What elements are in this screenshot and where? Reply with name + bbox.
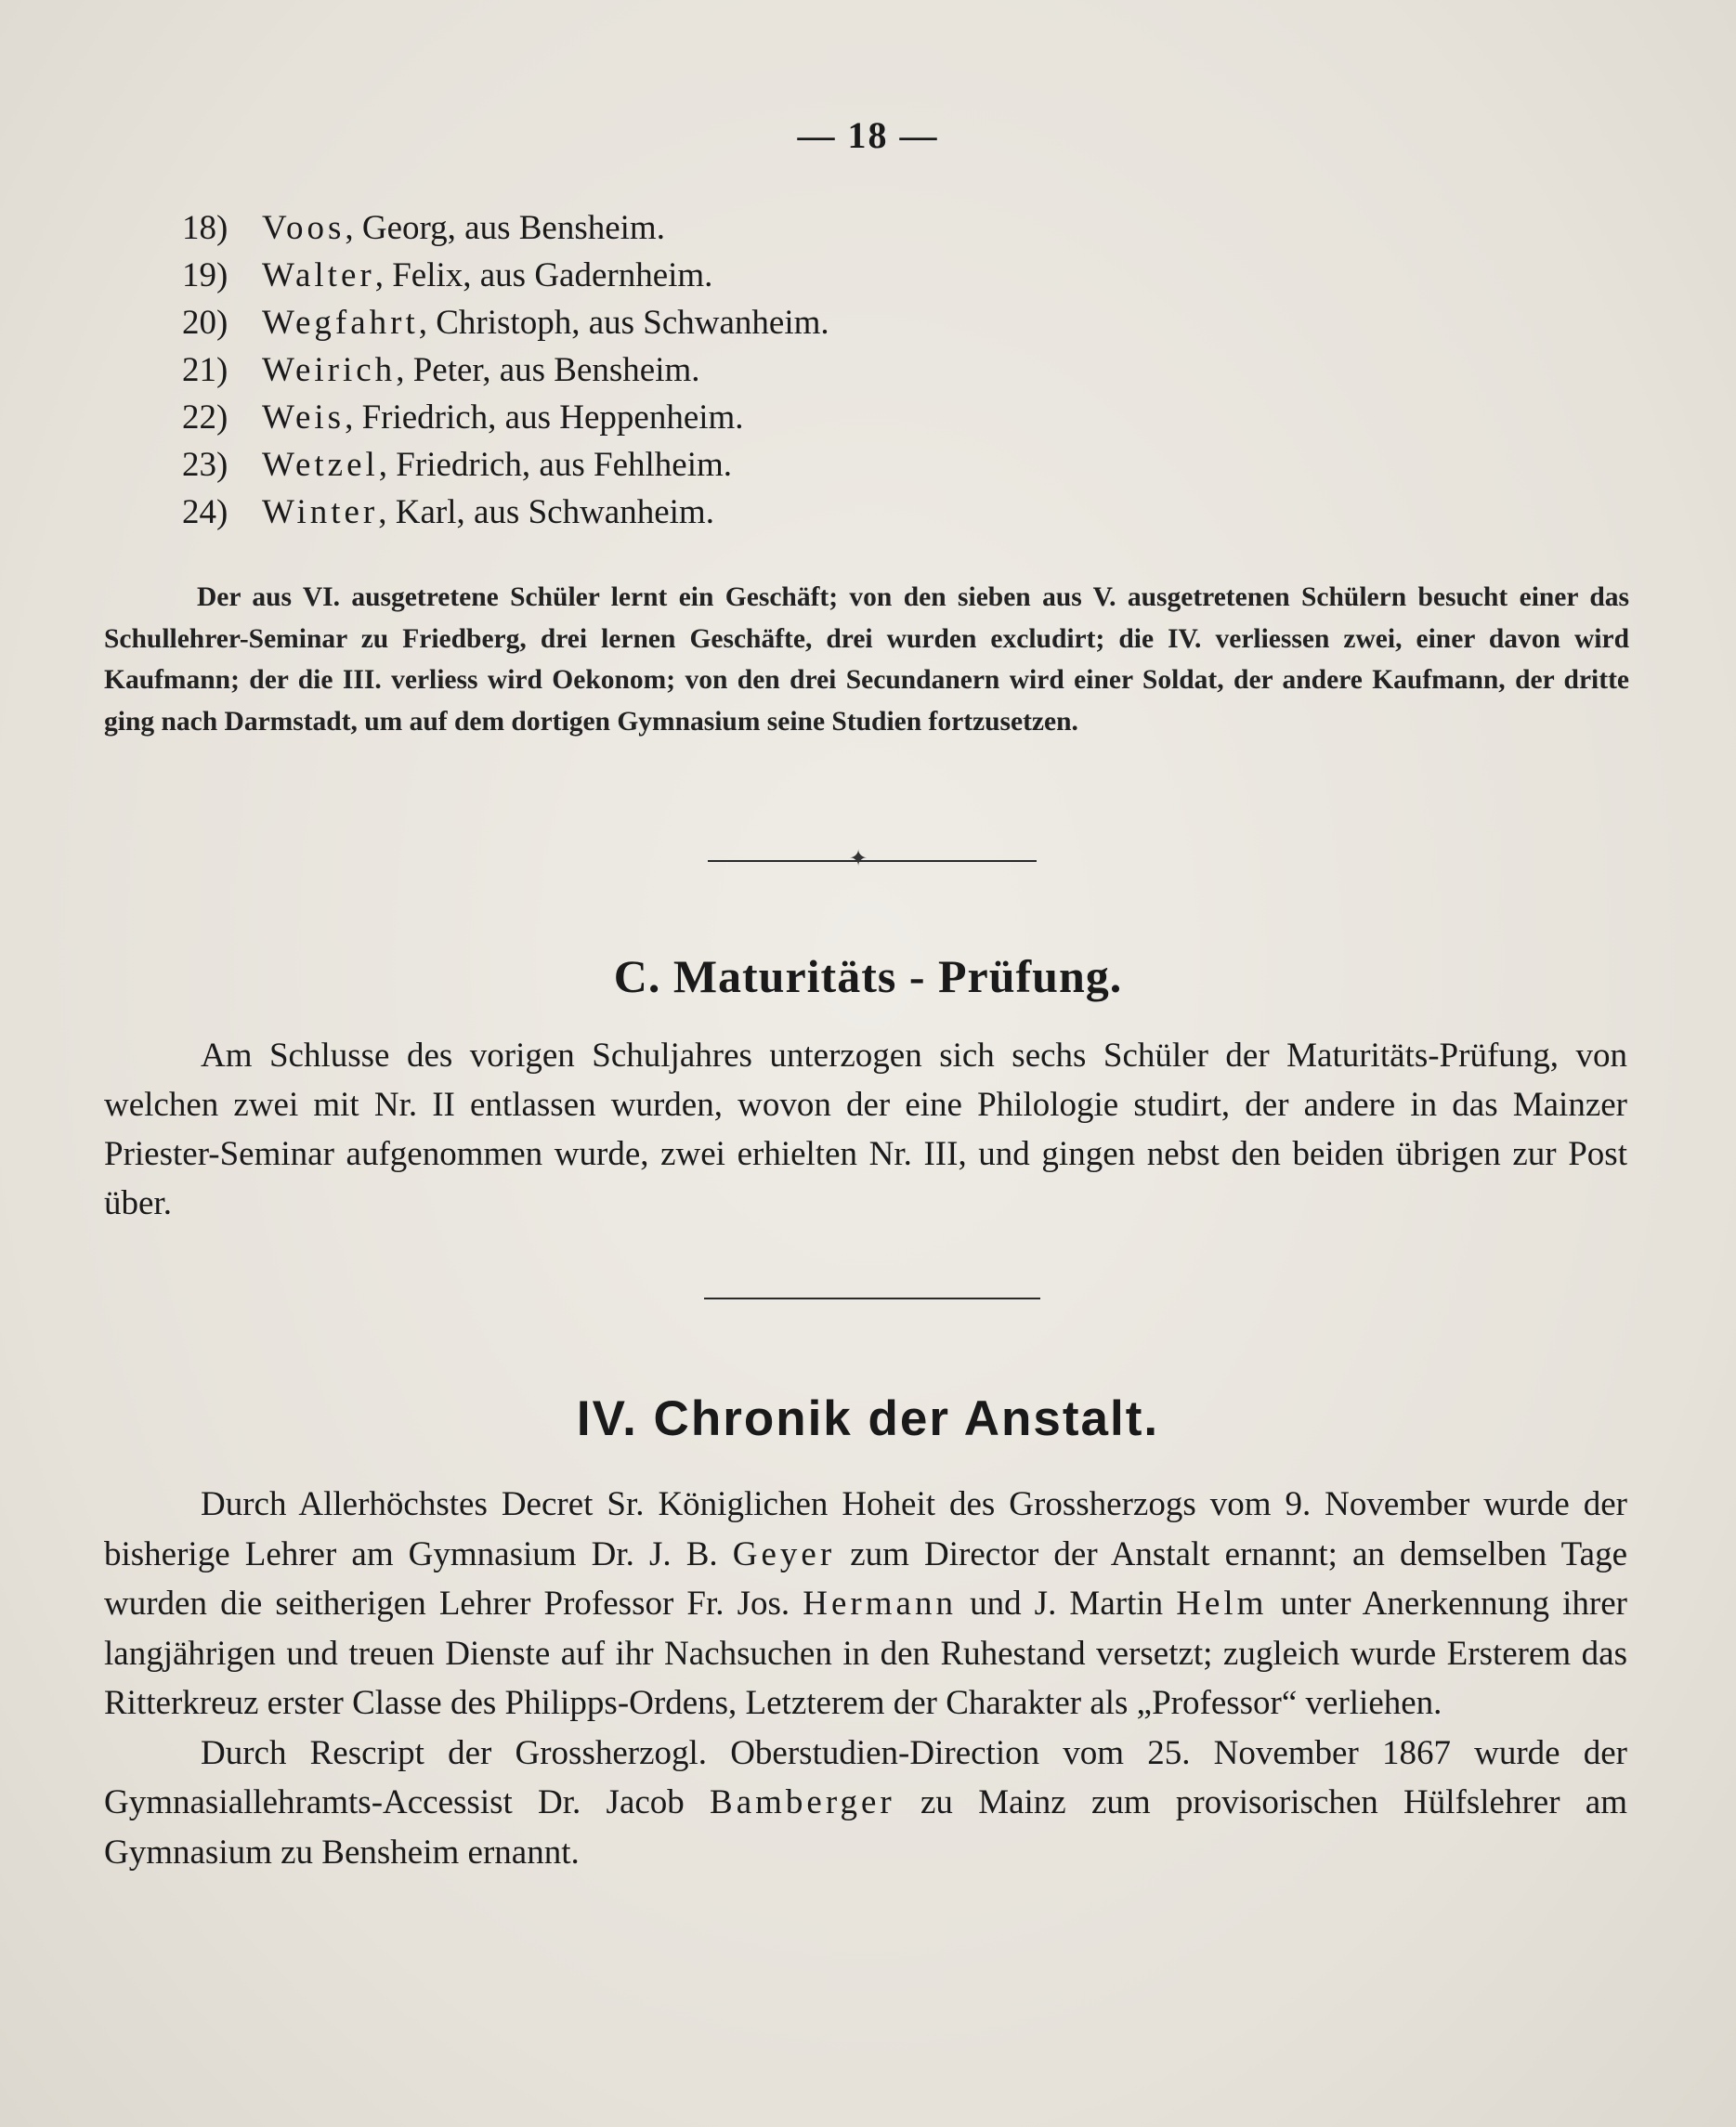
chronicle-text: Durch Allerhöchstes Decret Sr. Königlichen Hoheit des Grossherzogs vom 9. November wurde der bisherige Lehrer am Gymnasium Dr. J. B. — [104, 1485, 1627, 1573]
roster-surname: Weirich — [262, 351, 397, 389]
roster-details: , Georg, aus Bensheim. — [345, 209, 665, 247]
section-c-heading: C. Maturitäts - Prüfung. — [613, 950, 1123, 1002]
person-name: Helm — [1176, 1585, 1268, 1623]
roster-details: , Karl, aus Schwanheim. — [378, 493, 714, 531]
section-iv-heading: IV. Chronik der Anstalt. — [576, 1391, 1160, 1446]
chronicle-text: unter Anerkennung ihrer langjährigen und treuen Dienste auf ihr Nachsuchen in den Ruhestand versetzt; zugleich wurde Ersterem das Ritterkreuz erster Classe des Philipps-Ordens, Letzterem der Charakter als „Professor“ verliehen. — [104, 1585, 1627, 1722]
roster-details: , Friedrich, aus Fehlheim. — [378, 446, 733, 484]
roster-surname: Walter — [262, 256, 375, 294]
roster-number: 21) — [182, 351, 228, 389]
roster-item-20 — [182, 299, 1575, 346]
roster-number: 22) — [182, 398, 228, 437]
person-name: Bamberger — [710, 1783, 895, 1821]
roster-number: 19) — [182, 256, 228, 294]
roster-details: , Christoph, aus Schwanheim. — [418, 304, 829, 342]
roster-surname: Wegfahrt — [262, 304, 419, 342]
chronicle-paragraph-2 — [104, 1729, 1627, 1878]
roster-item-23 — [182, 441, 1575, 489]
section-divider — [704, 1298, 1040, 1299]
person-name: Hermann — [803, 1585, 957, 1623]
maturity-exam-section — [104, 1031, 1627, 1228]
chronicle-section — [104, 1480, 1627, 1877]
roster-item-22 — [182, 394, 1575, 441]
chronicle-text: und J. Martin — [956, 1585, 1177, 1623]
roster-surname: Winter — [262, 493, 379, 531]
roster-item-21 — [182, 346, 1575, 394]
roster-details: , Friedrich, aus Heppenheim. — [345, 398, 744, 437]
roster-number: 23) — [182, 446, 228, 484]
departures-note: Der aus VI. ausgetretene Schüler lernt ein Geschäft; von den sieben aus V. ausgetretenen Schülern besucht einer das Schullehrer-Seminar zu Friedberg, drei lernen Geschäfte, drei wurden excludirt; die IV. verliessen zwei, einer davon wird Kaufmann; der die III. verliess wird Oekonom; von den drei Secundanern wird einer Soldat, der andere Kaufmann, der dritte ging nach Darmstadt, um auf dem dortigen Gymnasium seine Studien fortzusetzen. — [104, 582, 1629, 737]
person-name: Geyer — [732, 1534, 836, 1573]
roster-number: 18) — [182, 209, 228, 247]
chronicle-text: Durch Rescript der Grossherzogl. Oberstudien-Direction vom 25. November 1867 wurde der Gymnasiallehramts-Accessist Dr. Jacob — [104, 1733, 1627, 1821]
roster-number: 20) — [182, 304, 228, 342]
roster-surname: Wetzel — [262, 446, 379, 484]
roster-details: , Felix, aus Gadernheim. — [374, 256, 713, 294]
chronicle-text: zu Mainz zum provisorischen Hülfslehrer am Gymnasium zu Bensheim ernannt. — [104, 1783, 1627, 1872]
section-divider — [708, 860, 1037, 862]
roster-details: , Peter, aus Bensheim. — [396, 351, 700, 389]
chronicle-text: zum Director der Anstalt ernannt; an demselben Tage wurden die seitherigen Lehrer Professor Fr. Jos. — [104, 1534, 1628, 1623]
roster-item-24 — [182, 489, 1575, 536]
student-roster — [182, 204, 1575, 536]
chronicle-paragraph-1 — [104, 1480, 1627, 1729]
roster-item-18 — [182, 204, 1575, 252]
roster-item-19 — [182, 252, 1575, 299]
roster-surname: Weis — [262, 398, 346, 437]
divider-ornament-icon: ✦ — [849, 847, 868, 871]
maturity-paragraph: Am Schlusse des vorigen Schuljahres unterzogen sich sechs Schüler der Maturitäts-Prüfung, von welchen zwei mit Nr. II entlassen wurden, wovon der eine Philologie studirt, der andere in das Mainzer Priester-Seminar aufgenommen wurde, zwei erhielten Nr. III, und gingen nebst den beiden übrigen zur Post über. — [104, 1037, 1627, 1222]
page-number: — 18 — — [797, 114, 939, 156]
roster-surname: Voos — [262, 209, 346, 247]
roster-number: 24) — [182, 493, 228, 531]
